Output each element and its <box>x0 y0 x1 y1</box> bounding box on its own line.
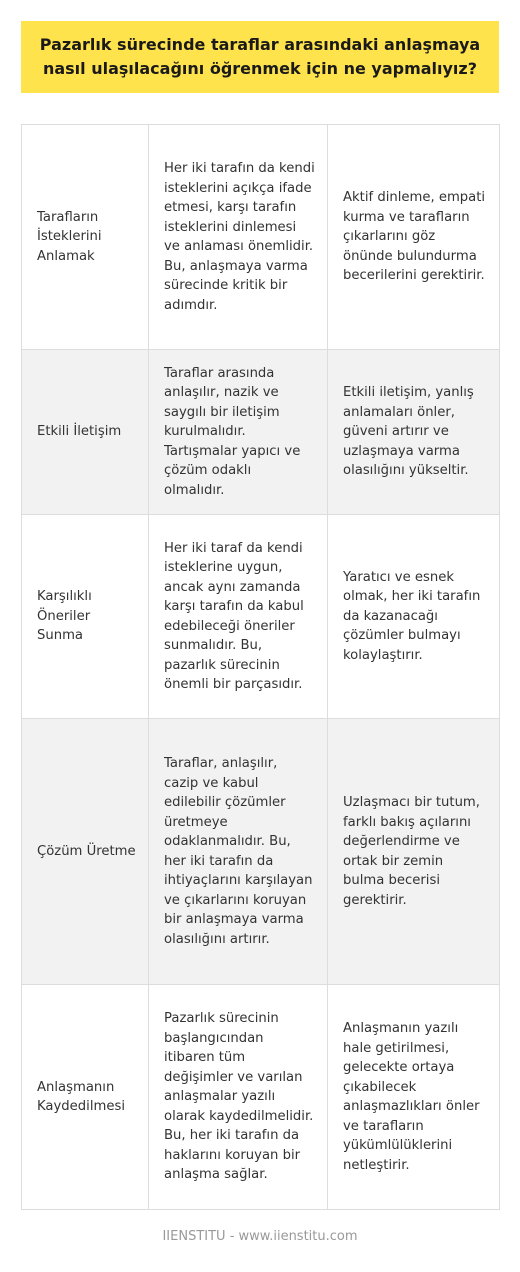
row-skill: Yaratıcı ve esnek olmak, her iki tarafın da kazanacağı çözümler bulmayı kolaylaştırır. <box>328 515 500 719</box>
row-description: Pazarlık sürecinin başlangıcından itibaren tüm değişimler ve varılan anlaşmalar yazılı olarak kaydedilmelidir. Bu, her iki tarafın da haklarını koruyan bir anlaşma sağlar. <box>149 985 328 1210</box>
row-topic: Çözüm Üretme <box>22 719 149 985</box>
row-skill: Aktif dinleme, empati kurma ve tarafların çıkarlarını göz önünde bulundurma becerilerini gerektirir. <box>328 125 500 350</box>
row-description: Taraflar arasında anlaşılır, nazik ve saygılı bir iletişim kurulmalıdır. Tartışmalar yapıcı ve çözüm odaklı olmalıdır. <box>149 350 328 515</box>
row-topic: Etkili İletişim <box>22 350 149 515</box>
row-description: Her iki taraf da kendi isteklerine uygun, ancak aynı zamanda karşı tarafın da kabul edebileceği öneriler sunmalıdır. Bu, pazarlık sürecinin önemli bir parçasıdır. <box>149 515 328 719</box>
page-title: Pazarlık sürecinde taraflar arasındaki anlaşmaya nasıl ulaşılacağını öğrenmek için ne yapmalıyız? <box>39 35 481 78</box>
table-row <box>22 719 500 985</box>
table-row <box>22 125 500 350</box>
title-banner <box>21 21 499 93</box>
footer-credit: IIENSTITU - www.iienstitu.com <box>162 1229 358 1244</box>
info-table <box>21 124 500 1210</box>
row-topic: Tarafların İsteklerini Anlamak <box>22 125 149 350</box>
row-skill: Etkili iletişim, yanlış anlamaları önler, güveni artırır ve uzlaşmaya varma olasılığını yükseltir. <box>328 350 500 515</box>
table-row <box>22 350 500 515</box>
row-description: Her iki tarafın da kendi isteklerini açıkça ifade etmesi, karşı tarafın isteklerini dinlemesi ve anlaması önemlidir. Bu, anlaşmaya varma sürecinde kritik bir adımdır. <box>149 125 328 350</box>
table-row <box>22 985 500 1210</box>
row-description: Taraflar, anlaşılır, cazip ve kabul edilebilir çözümler üretmeye odaklanmalıdır. Bu, her iki tarafın da ihtiyaçlarını karşılayan ve çıkarlarını koruyan bir anlaşmaya varma olasılığını artırır. <box>149 719 328 985</box>
row-topic: Karşılıklı Öneriler Sunma <box>22 515 149 719</box>
row-topic: Anlaşmanın Kaydedilmesi <box>22 985 149 1210</box>
row-skill: Uzlaşmacı bir tutum, farklı bakış açılarını değerlendirme ve ortak bir zemin bulma becerisi gerektirir. <box>328 719 500 985</box>
row-skill: Anlaşmanın yazılı hale getirilmesi, gelecekte ortaya çıkabilecek anlaşmazlıkları önler ve tarafların yükümlülüklerini netleştirir. <box>328 985 500 1210</box>
table-row <box>22 515 500 719</box>
